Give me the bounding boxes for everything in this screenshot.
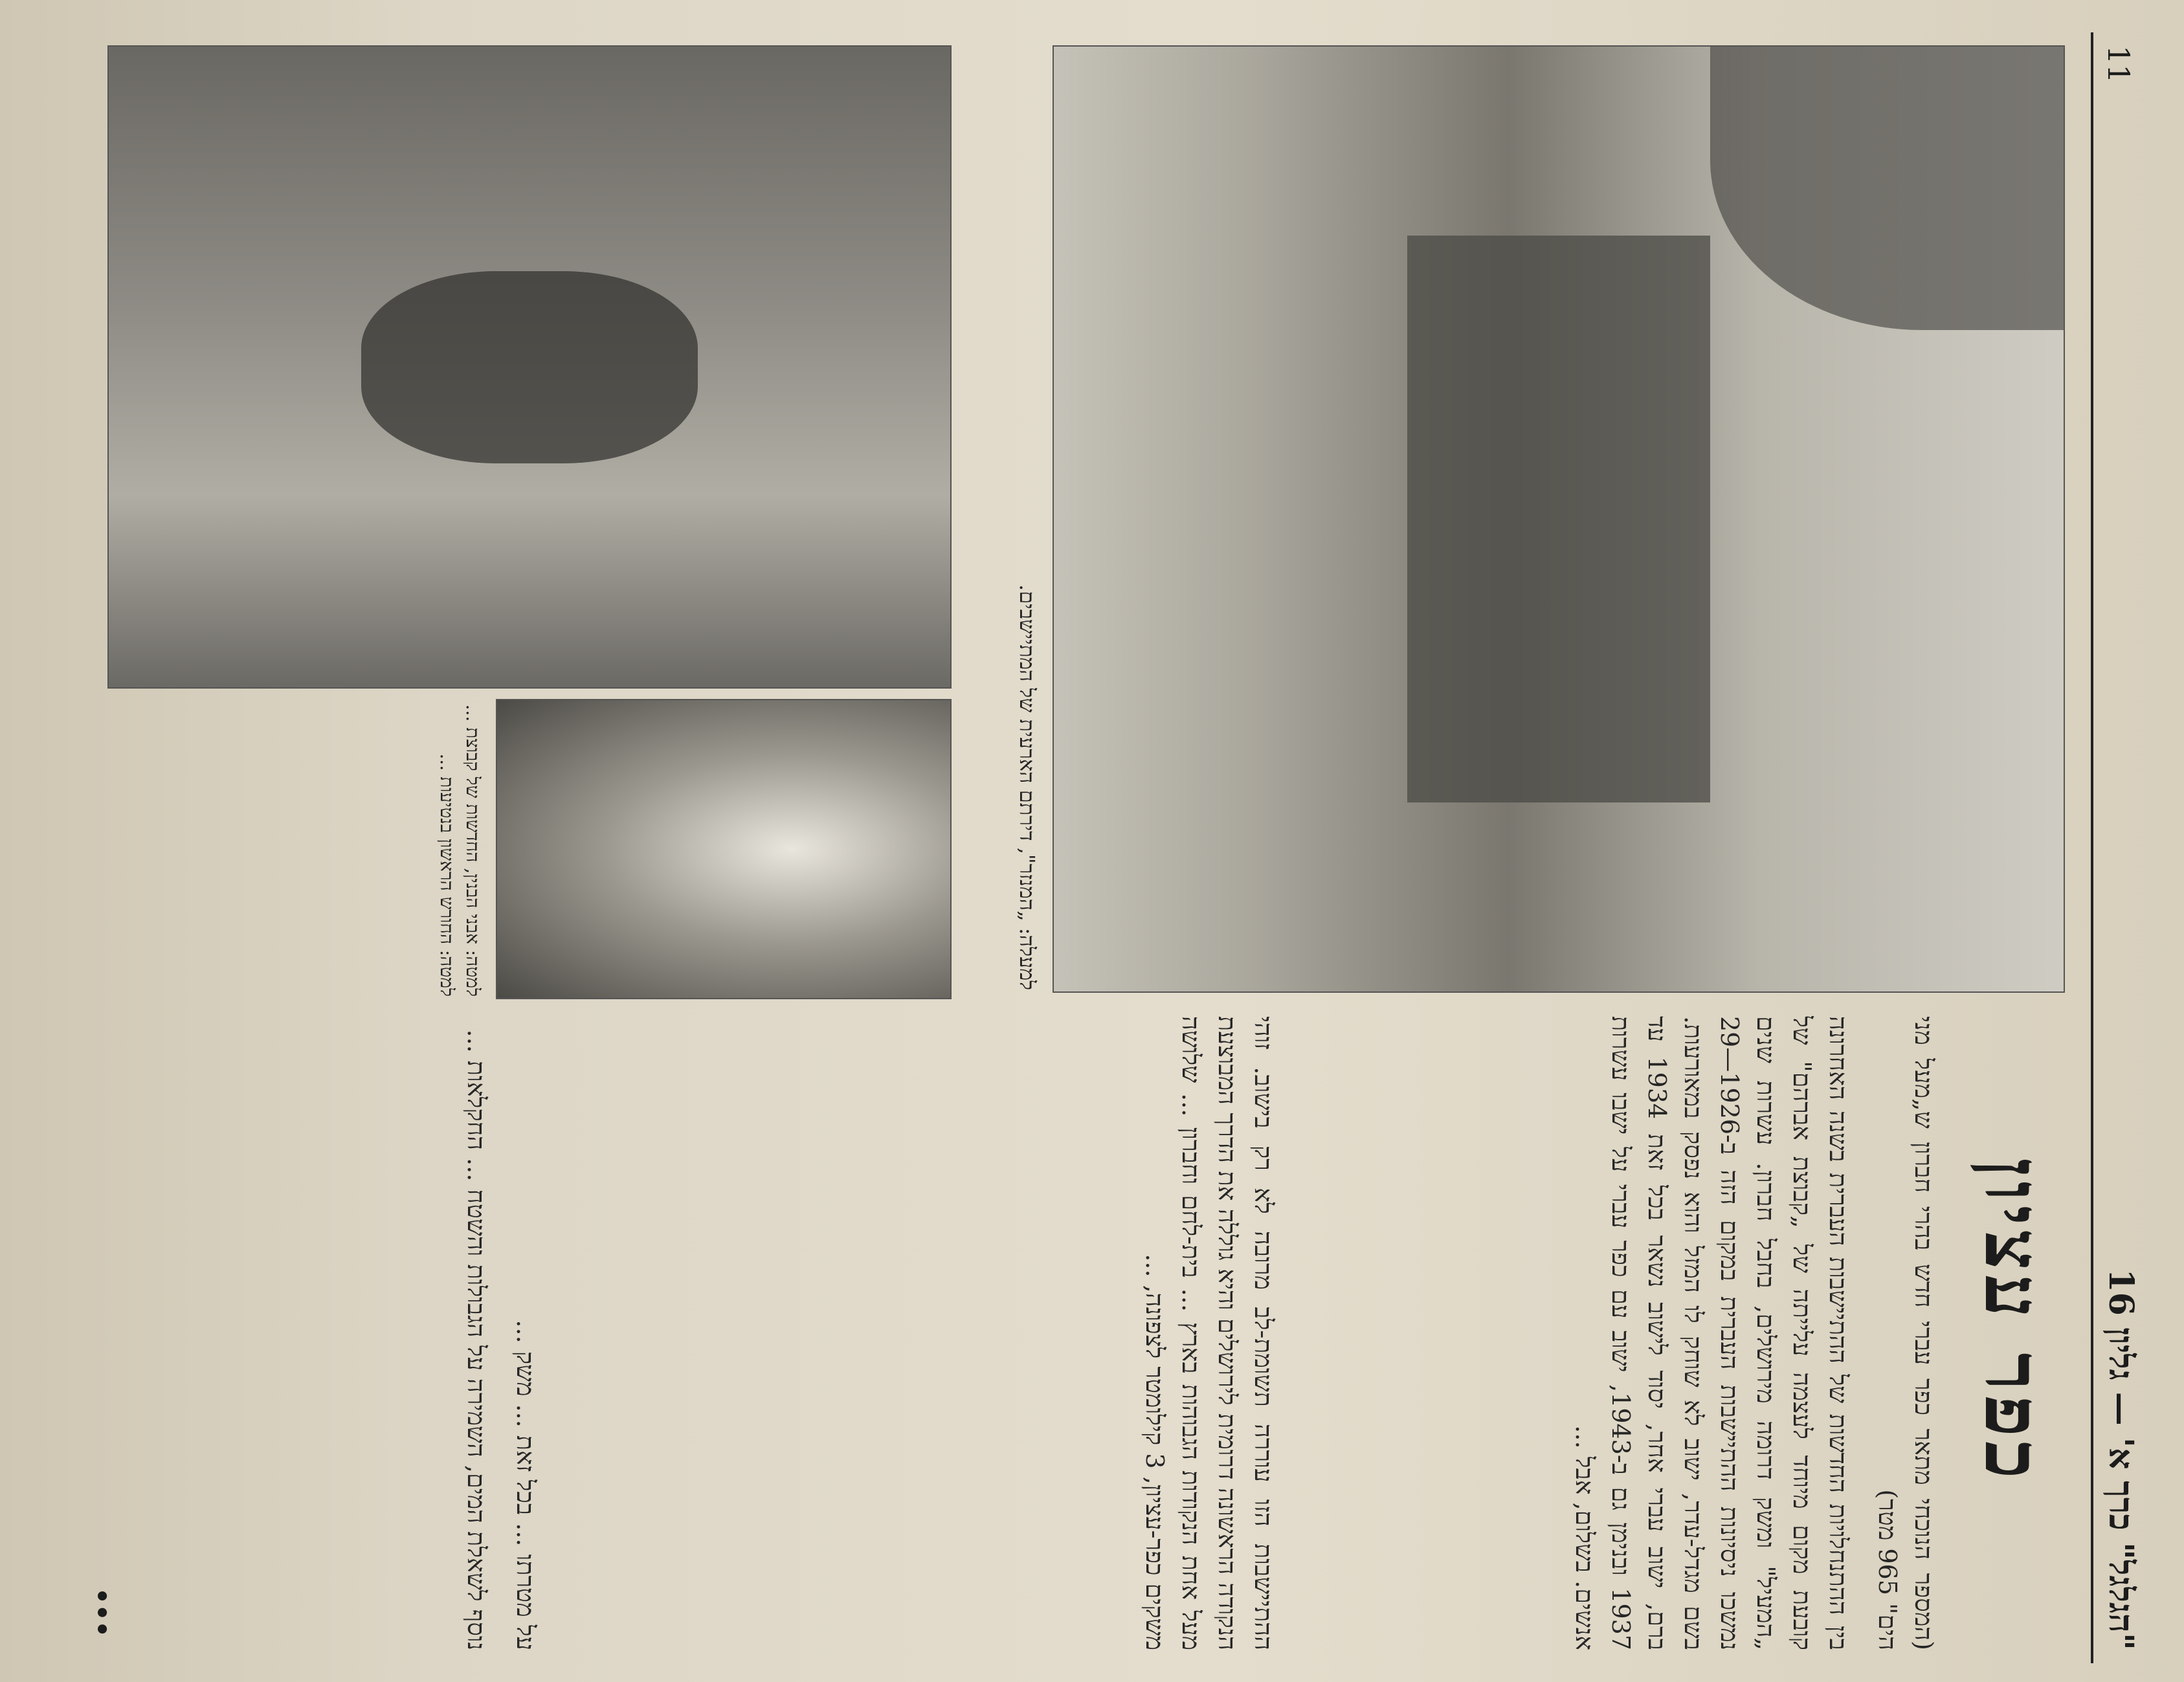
caption-middle-photo: למטה: אבני הבנין, החדשות של קבוצת ... למטה: החורש הראשון בנטיעות ... xyxy=(436,704,484,997)
article-column-3 xyxy=(91,1016,544,1650)
article-intro: (המספר הנוכחי מתאר כפר עברי חדש בהרי חברון ש„מעל מני הים" 965 מטר) xyxy=(1873,1016,1938,1650)
photo-workers-portrait xyxy=(496,699,952,999)
article-title: כפר עציון xyxy=(1967,1157,2058,1483)
article-paragraph-4: על מטרתו ... בכל זאת ... משק ... xyxy=(511,1320,540,1650)
article-column-1b xyxy=(557,1016,1282,1650)
end-mark: ••• xyxy=(86,1588,117,1637)
photo-ploughing-field xyxy=(107,45,952,689)
issue-line: "הגלגל" כרך א' — גליון 16 xyxy=(2101,1268,2141,1650)
photo-monastery-building xyxy=(1053,45,2065,993)
article-paragraph-2: ההתיישבות הזו עוררה תשומת-לב מרובה לא רק בישוב. זוהי הנקודה הראשונה דרומית לירושלים והיא גוללה את הדרך המבוצעת מעל אחת הנקודות הגבוהות בארץ ... בית-לחם וחברון ... שלושה משקים כפר-עציון, 3 קילומטר לצפונה, ... xyxy=(1141,1016,1278,1650)
article-column-1 xyxy=(1295,1016,1942,1650)
page-header xyxy=(2091,32,2149,1663)
magazine-page xyxy=(78,32,2149,1663)
article-paragraph-1: בין ההתנחלויות החדשות של ההתיישבות העברית בשנה האחרונה קובעת מקום מיוחד לעצמה עלייתה של „קבוצת אברהם" של „המעיל" ומשק דרומה מירושלים, בחבל חברון. עשרות שנים נמשכו ניסיונות ההתיישבות העברית במקום הזה ב-1926—29 בשם מגדל-עדר, ישוב לא שוחק לו המזל והוא נפסק במאורעות. ברם, ישוב עברי אחר, יסוד לישוב נשאר בכל זאת 1934 עד 1937 ובנימן גם ב-1943, ישוב עם כפר עברי על ישבו עשרות אנשים. בשלום, אבל ... xyxy=(1570,1016,1853,1650)
caption-top-photo: למעלה: „המנזר", דירתם הארעית של המתיישבים. xyxy=(1015,584,1040,990)
article-paragraph-5: נוסף לשאלת המים, השמירה על הגבולות והשטח ... החקלאות ... xyxy=(462,1029,491,1650)
page-number: 11 xyxy=(2101,45,2136,83)
